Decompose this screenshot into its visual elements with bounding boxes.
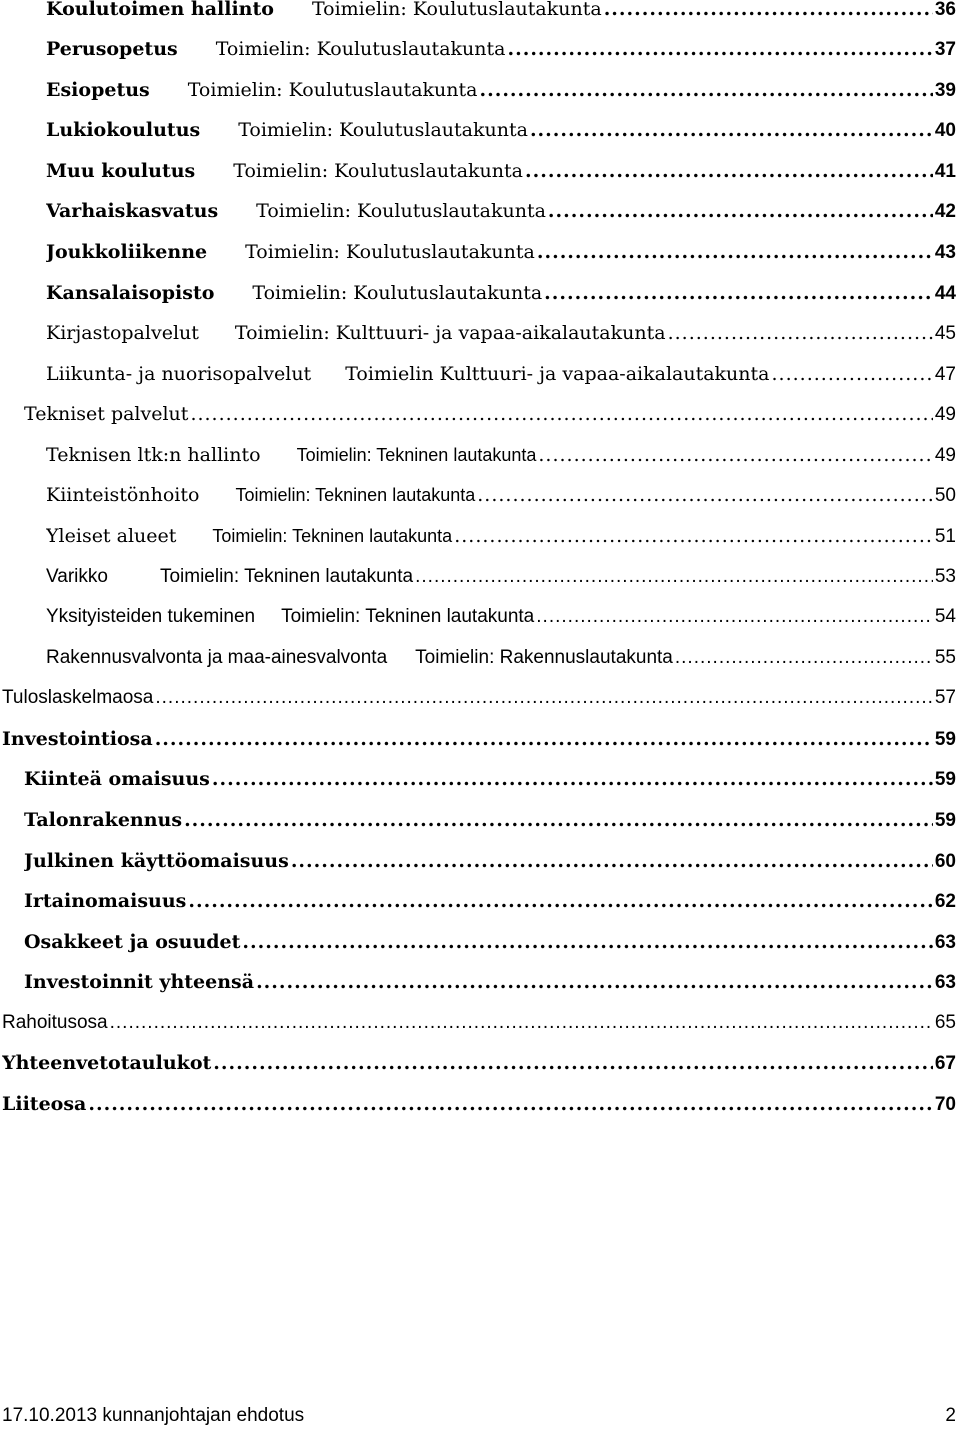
toc-leader	[415, 562, 933, 592]
toc-entry-title: Varhaiskasvatus Toimielin: Koulutuslautakunta	[46, 200, 546, 222]
toc-entry[interactable]	[2, 1048, 956, 1078]
toc-page-number: 42	[934, 201, 956, 222]
toc-leader	[213, 1048, 933, 1078]
toc-page-number: 43	[934, 242, 956, 263]
toc-page-number: 60	[934, 851, 956, 872]
toc-entry-title: Kansalaisopisto Toimielin: Koulutuslautakunta	[46, 282, 543, 304]
toc-entry[interactable]	[2, 1089, 956, 1119]
toc-entry-title: Varikko Toimielin: Tekninen lautakunta	[46, 566, 414, 587]
toc-entry[interactable]	[46, 0, 956, 24]
toc-leader	[88, 1089, 933, 1119]
toc-page-number: 67	[934, 1053, 956, 1074]
toc-leader	[604, 0, 933, 24]
toc-entry[interactable]	[24, 846, 956, 876]
toc-leader	[537, 237, 933, 267]
toc-page-number: 63	[934, 972, 956, 993]
toc-page-number: 37	[934, 39, 956, 60]
toc-leader	[188, 886, 933, 916]
toc-page-number: 55	[934, 647, 956, 668]
toc-entry-title: Tuloslaskelmaosa	[2, 687, 154, 708]
toc-entry[interactable]	[46, 237, 956, 267]
toc-page-number: 49	[934, 404, 956, 425]
toc-entry-title: Kiinteistönhoito Toimielin: Tekninen lautakunta	[46, 484, 476, 506]
toc-entry-title: Koulutoimen hallinto Toimielin: Koulutuslautakunta	[46, 0, 602, 20]
toc-entry-title: Yksityisteiden tukeminen Toimielin: Tekninen lautakunta	[46, 606, 535, 627]
toc-page-number: 53	[934, 566, 956, 587]
toc-entry[interactable]	[24, 927, 956, 957]
toc-leader	[772, 359, 933, 389]
toc-page-number: 62	[934, 891, 956, 912]
toc-leader	[530, 115, 933, 145]
toc-page-number: 50	[934, 485, 956, 506]
toc-entry[interactable]	[46, 115, 956, 145]
toc-entry[interactable]	[46, 562, 956, 592]
toc-page-number: 54	[934, 606, 956, 627]
toc-entry-title: Osakkeet ja osuudet	[24, 931, 241, 953]
toc-entry-title: Irtainomaisuus	[24, 890, 187, 912]
toc-leader	[256, 967, 933, 997]
toc-page-number: 51	[934, 526, 956, 547]
toc-entry-title: Talonrakennus	[24, 809, 183, 831]
toc-entry-title: Rakennusvalvonta ja maa-ainesvalvonta Toimielin: Rakennuslautakunta	[46, 647, 673, 668]
toc-entry[interactable]	[24, 967, 956, 997]
toc-entry-title: Teknisen ltk:n hallinto Toimielin: Tekninen lautakunta	[46, 444, 537, 466]
toc-entry[interactable]	[46, 156, 956, 186]
toc-entry-title: Muu koulutus Toimielin: Koulutuslautakunta	[46, 160, 523, 182]
toc-entry-title: Liiteosa	[2, 1093, 87, 1115]
toc-page-number: 70	[934, 1094, 956, 1115]
toc-entry[interactable]	[2, 724, 956, 754]
toc-entry-title: Tekniset palvelut	[24, 403, 189, 425]
toc-entry[interactable]	[46, 643, 956, 673]
toc-entry[interactable]	[46, 318, 956, 348]
toc-entry-title: Yhteenvetotaulukot	[2, 1052, 212, 1074]
toc-entry-title: Rahoitusosa	[2, 1012, 108, 1033]
toc-leader	[479, 75, 932, 105]
toc-leader	[507, 34, 932, 64]
toc-page-number: 45	[934, 323, 956, 344]
toc-entry-title: Perusopetus Toimielin: Koulutuslautakunta	[46, 38, 506, 60]
footer-page-number: 2	[945, 1405, 956, 1426]
page-footer	[2, 1402, 956, 1430]
toc-leader	[544, 278, 933, 308]
toc-entry-title: Esiopetus Toimielin: Koulutuslautakunta	[46, 79, 478, 101]
toc-entry-title: Investointiosa	[2, 728, 153, 750]
toc-page-number: 59	[934, 729, 956, 750]
toc-entry[interactable]	[24, 399, 956, 429]
toc-page-number: 39	[934, 80, 956, 101]
toc-page-number: 59	[934, 769, 956, 790]
toc-page-number: 40	[934, 120, 956, 141]
toc-entry-title: Kiinteä omaisuus	[24, 768, 210, 790]
toc-leader	[536, 602, 933, 632]
toc-leader	[477, 480, 933, 510]
toc-page-number: 57	[934, 687, 956, 708]
toc-entry-title: Lukiokoulutus Toimielin: Koulutuslautakunta	[46, 119, 528, 141]
toc-entry-title: Investoinnit yhteensä	[24, 971, 255, 993]
toc-page-number: 36	[934, 0, 956, 20]
toc-leader	[538, 440, 932, 470]
toc-leader	[155, 724, 933, 754]
toc-leader	[212, 764, 933, 794]
toc-entry[interactable]	[46, 75, 956, 105]
toc-leader	[184, 805, 933, 835]
toc-page-number: 47	[934, 364, 956, 385]
toc-entry[interactable]	[46, 521, 956, 551]
toc-entry[interactable]	[24, 764, 956, 794]
toc-leader	[190, 399, 932, 429]
toc-entry-title: Liikunta- ja nuorisopalvelut Toimielin Kulttuuri- ja vapaa-aikalautakunta	[46, 363, 770, 385]
toc-page-number: 65	[934, 1012, 956, 1033]
toc-entry[interactable]	[2, 683, 956, 713]
toc-page-number: 49	[934, 445, 956, 466]
toc-entry[interactable]	[24, 805, 956, 835]
toc-leader	[525, 156, 933, 186]
toc-entry[interactable]	[46, 196, 956, 226]
toc-entry[interactable]	[46, 359, 956, 389]
toc-page-number: 63	[934, 932, 956, 953]
toc-entry[interactable]	[46, 278, 956, 308]
toc-leader	[155, 683, 932, 713]
toc-entry[interactable]	[24, 886, 956, 916]
toc-leader	[242, 927, 932, 957]
toc-leader	[548, 196, 933, 226]
toc-entry-title: Yleiset alueet Toimielin: Tekninen lautakunta	[46, 525, 453, 547]
toc-entry[interactable]	[46, 480, 956, 510]
toc-entry[interactable]	[46, 34, 956, 64]
toc-entry[interactable]	[46, 602, 956, 632]
toc-page-number: 41	[934, 161, 956, 182]
toc-leader	[668, 318, 933, 348]
toc-leader	[110, 1008, 933, 1038]
toc-entry-title: Julkinen käyttöomaisuus	[24, 850, 289, 872]
toc-page-number: 59	[934, 810, 956, 831]
toc-leader	[454, 521, 933, 551]
toc-entry-title: Joukkoliikenne Toimielin: Koulutuslautakunta	[46, 241, 535, 263]
toc-entry-title: Kirjastopalvelut Toimielin: Kulttuuri- ja vapaa-aikalautakunta	[46, 322, 666, 344]
toc-entry[interactable]	[2, 1008, 956, 1038]
toc-leader	[291, 846, 933, 876]
footer-date-note: 17.10.2013 kunnanjohtajan ehdotus	[2, 1405, 305, 1426]
toc-leader	[675, 643, 933, 673]
toc-page-number: 44	[934, 283, 956, 304]
toc-entry[interactable]	[46, 440, 956, 470]
